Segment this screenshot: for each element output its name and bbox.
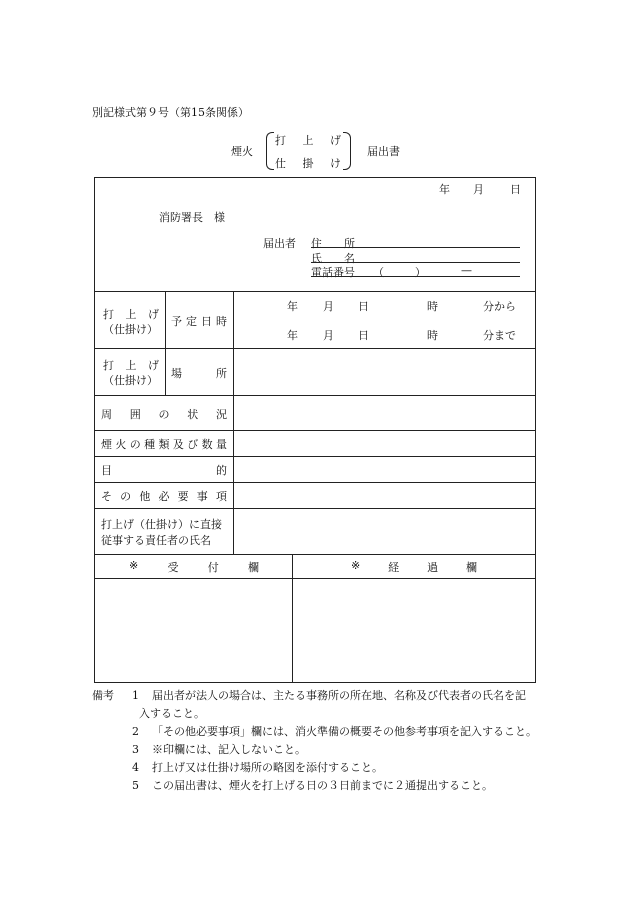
phone-open-paren: （	[373, 266, 384, 279]
reception-column-header: ※ 受 付 欄	[129, 559, 259, 574]
phone-close-paren: ）	[415, 266, 426, 279]
addressee: 消防署長 様	[159, 211, 225, 224]
date-day: 日	[510, 183, 521, 196]
fireworks-kind-label: 煙 火 の 種 類 及 び 数 量	[101, 438, 227, 451]
surroundings-field[interactable]	[234, 396, 536, 430]
note-number: 4	[132, 761, 139, 774]
date-month: 月	[473, 183, 484, 196]
reception-area	[95, 579, 292, 683]
note-number: 2	[132, 725, 139, 738]
note-number: 3	[132, 743, 139, 756]
note-text: 「その他必要事項」欄には、消火準備の概要その他参考事項を記入すること。	[152, 725, 537, 738]
scheduled-datetime-label: 予 定 日 時	[171, 315, 227, 328]
purpose-label: 目 的	[101, 464, 227, 477]
title-option-shikake: 仕 掛 け	[275, 157, 341, 170]
progress-column-header: ※ 経 過 欄	[351, 559, 477, 574]
applicant-label: 届出者	[263, 237, 296, 250]
divider	[95, 291, 535, 292]
phone-field[interactable]	[311, 276, 520, 277]
place-sub-label: 場 所	[171, 367, 227, 380]
name-label: 氏 名	[311, 252, 355, 265]
form-number: 別記様式第９号（第15条関係）	[92, 106, 249, 119]
phone-dash: —	[461, 264, 472, 277]
other-matters-field[interactable]	[234, 483, 536, 508]
note-text-continued: 入すること。	[139, 707, 205, 720]
fireworks-kind-field[interactable]	[234, 431, 536, 456]
date-year: 年	[439, 183, 450, 196]
responsible-person-field[interactable]	[234, 509, 536, 554]
surroundings-label: 周 囲 の 状 況	[101, 408, 227, 421]
left-bracket	[266, 132, 274, 170]
address-label: 住 所	[311, 237, 355, 250]
note-text: 打上げ又は仕掛け場所の略図を添付すること。	[152, 761, 383, 774]
right-bracket	[343, 132, 351, 170]
other-matters-label: そ の 他 必 要 事 項	[101, 490, 227, 503]
title-option-uchiage: 打 上 げ	[275, 134, 341, 147]
place-field[interactable]	[234, 349, 536, 395]
note-number: 5	[132, 779, 139, 792]
application-form: 年 月 日 消防署長 様 届出者 住 所 氏 名 電話番号 （ ） — 打 上 げ （仕掛け） 予 定 日 時 年 月 日 時 分から 年 月 日 時 分まで 打 上 げ （仕掛け） 場 所 周 囲 の 状 況 煙 火 の 種 類 及 び 数 量 目 的 そ の 他 必 要 事 項 打上げ（仕掛け）に直接 従事する責任者の氏名 ※ 受 付 欄 ※ 経 過 欄	[94, 177, 536, 683]
notes-heading: 備考	[92, 689, 114, 702]
divider	[165, 291, 166, 395]
title-prefix: 煙火	[231, 145, 253, 158]
progress-area	[293, 579, 536, 683]
title-suffix: 届出書	[367, 145, 400, 158]
note-number: 1	[132, 689, 139, 702]
name-field[interactable]	[311, 262, 520, 263]
note-text: この届出書は、煙火を打上げる日の３日前までに２通提出すること。	[152, 779, 493, 792]
divider	[95, 554, 535, 555]
purpose-field[interactable]	[234, 457, 536, 482]
note-text: ※印欄には、記入しないこと。	[152, 743, 306, 756]
address-field[interactable]	[311, 247, 520, 248]
note-text: 届出者が法人の場合は、主たる事務所の所在地、名称及び代表者の氏名を記	[152, 689, 526, 702]
phone-label: 電話番号	[311, 266, 355, 279]
